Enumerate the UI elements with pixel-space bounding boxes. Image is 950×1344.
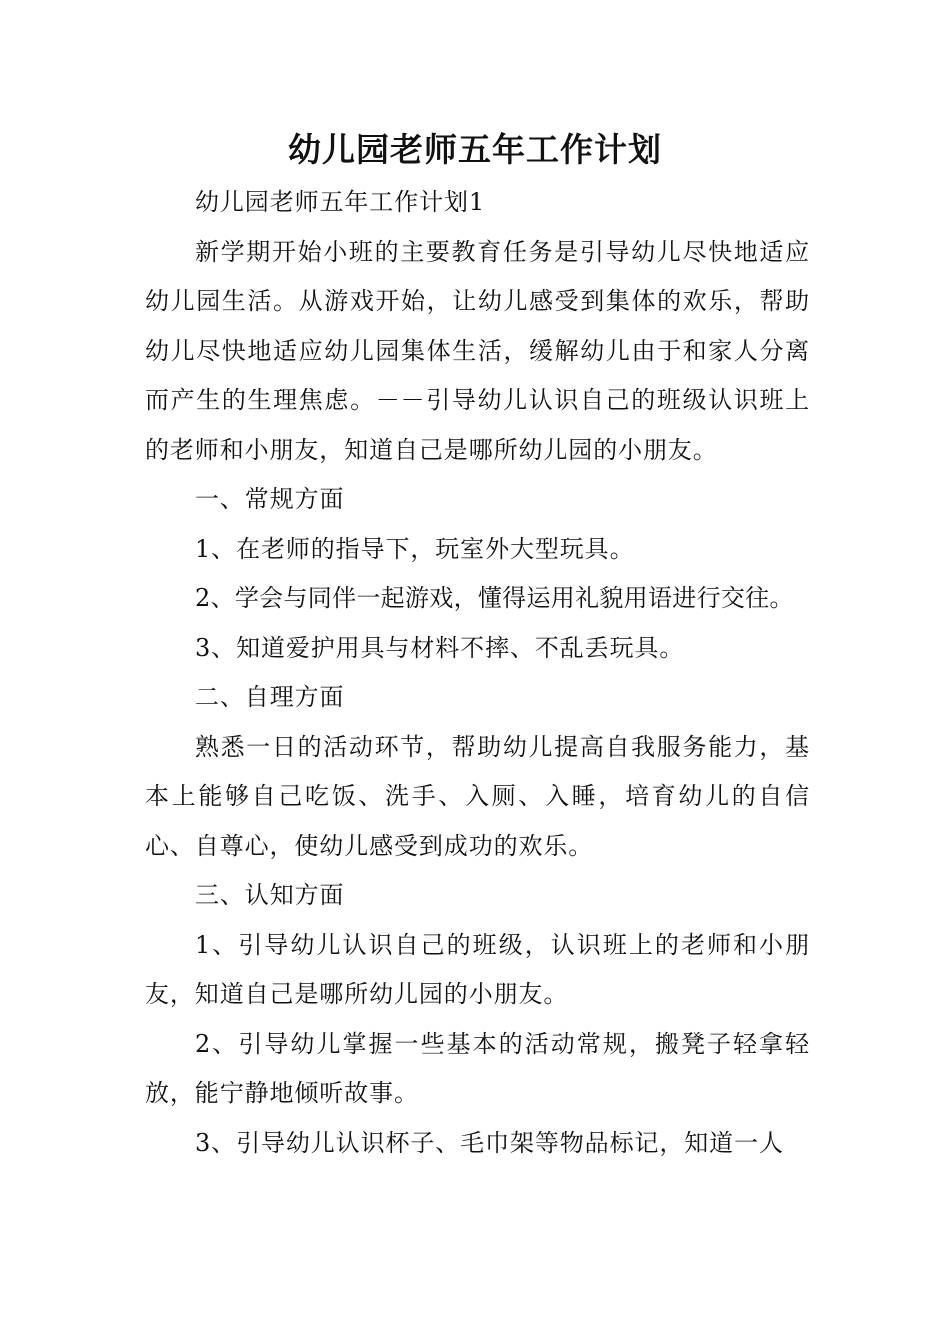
- routine-item-3: 3、知道爱护用具与材料不摔、不乱丢玩具。: [195, 633, 685, 662]
- cognition-item-3: 3、引导幼儿认识杯子、毛巾架等物品标记，知道一人: [195, 1128, 784, 1157]
- self-care-paragraph: 熟悉一日的活动环节，帮助幼儿提高自我服务能力，基本上能够自己吃饭、洗手、入厕、入睡，培育幼儿的自信心、自尊心，使幼儿感受到成功的欢乐。: [145, 732, 810, 860]
- section-heading-plan-1: 幼儿园老师五年工作计划1: [195, 188, 486, 216]
- document-title: 幼儿园老师五年工作计划: [288, 130, 662, 169]
- routine-item-2: 2、学会与同伴一起游戏，懂得运用礼貌用语进行交往。: [195, 584, 794, 612]
- section-heading-cognition: 三、认知方面: [195, 881, 345, 909]
- section-heading-routine: 一、常规方面: [195, 485, 345, 513]
- section-heading-self-care: 二、自理方面: [195, 683, 345, 711]
- cognition-item-2: 2、引导幼儿掌握一些基本的活动常规，搬凳子轻拿轻放，能宁静地倾听故事。: [145, 1029, 810, 1107]
- document-body: [145, 178, 810, 1168]
- routine-item-1: 1、在老师的指导下，玩室外大型玩具。: [195, 534, 635, 563]
- intro-paragraph: 新学期开始小班的主要教育任务是引导幼儿尽快地适应幼儿园生活。从游戏开始，让幼儿感受到集体的欢乐，帮助幼儿尽快地适应幼儿园集体生活，缓解幼儿由于和家人分离而产生的生理焦虑。－－引导幼儿认识自己的班级认识班上的老师和小朋友，知道自己是哪所幼儿园的小朋友。: [145, 237, 810, 464]
- cognition-item-1: 1、引导幼儿认识自己的班级，认识班上的老师和小朋友，知道自己是哪所幼儿园的小朋友。: [145, 930, 810, 1008]
